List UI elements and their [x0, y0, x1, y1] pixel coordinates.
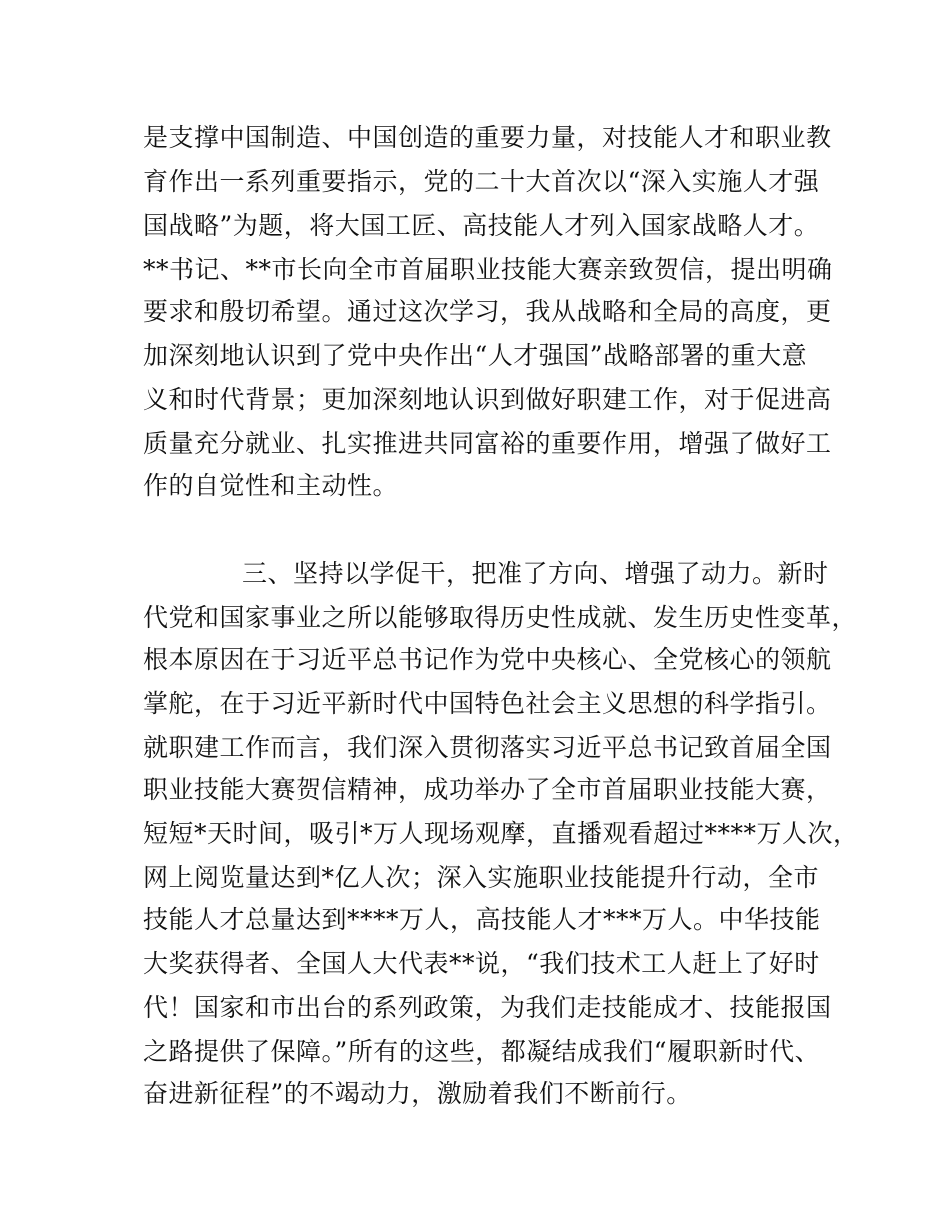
paragraph-2-line-6: 职业技能大赛贺信精神，成功举办了全市首届职业技能大赛，	[143, 775, 832, 804]
paragraph-2-line-13: 奋进新征程”的不竭动力，激励着我们不断前行。	[143, 1079, 692, 1108]
paragraph-1-line-7: 义和时代背景；更加深刻地认识到做好职建工作，对于促进高	[143, 385, 832, 414]
paragraph-2-line-10: 大奖获得者、全国人大代表**说，“我们技术工人赶上了好时	[143, 949, 820, 978]
paragraph-1-line-2: 育作出一系列重要指示，党的二十大首次以“深入实施人才强	[143, 167, 820, 196]
paragraph-2-line-3: 根本原因在于习近平总书记作为党中央核心、全党核心的领航	[143, 645, 832, 674]
paragraph-1-line-6: 加深刻地认识到了党中央作出“人才强国”战略部署的重大意	[143, 341, 808, 370]
paragraph-2-line-2: 代党和国家事业之所以能够取得历史性成就、发生历史性变革，	[143, 603, 858, 632]
paragraph-2-line-11: 代！国家和市出台的系列政策，为我们走技能成才、技能报国	[143, 993, 832, 1022]
paragraph-1-line-5: 要求和殷切希望。通过这次学习，我从战略和全局的高度，更	[143, 297, 832, 326]
paragraph-1-line-1: 是支撑中国制造、中国创造的重要力量，对技能人才和职业教	[143, 123, 832, 152]
paragraph-2-line-1: 三、坚持以学促干，把准了方向、增强了动力。新时	[242, 559, 829, 588]
paragraph-2-line-9: 技能人才总量达到****万人，高技能人才***万人。中华技能	[143, 905, 821, 934]
paragraph-1-line-4: **书记、**市长向全市首届职业技能大赛亲致贺信，提出明确	[143, 255, 833, 284]
paragraph-2-line-12: 之路提供了保障。”所有的这些，都凝结成我们“履职新时代、	[143, 1037, 821, 1066]
paragraph-1-line-3: 国战略”为题，将大国工匠、高技能人才列入国家战略人才。	[143, 211, 820, 240]
paragraph-2-line-5: 就职建工作而言，我们深入贯彻落实习近平总书记致首届全国	[143, 733, 832, 762]
paragraph-1-line-9: 作的自觉性和主动性。	[143, 471, 399, 500]
paragraph-1-line-8: 质量充分就业、扎实推进共同富裕的重要作用，增强了做好工	[143, 429, 832, 458]
paragraph-2-line-8: 网上阅览量达到*亿人次；深入实施职业技能提升行动，全市	[143, 863, 820, 892]
paragraph-2-line-7: 短短*天时间，吸引*万人现场观摩，直播观看超过****万人次，	[143, 819, 859, 848]
paragraph-2-line-4: 掌舵，在于习近平新时代中国特色社会主义思想的科学指引。	[143, 689, 832, 718]
